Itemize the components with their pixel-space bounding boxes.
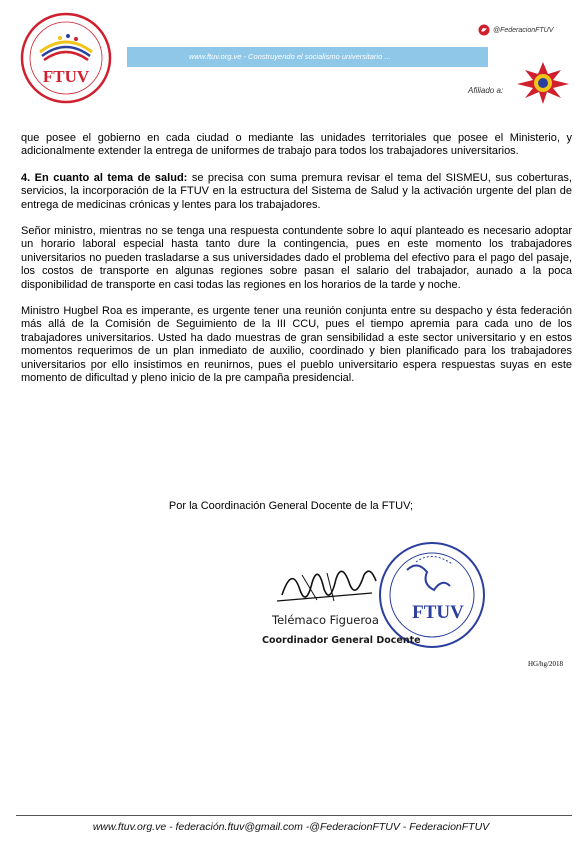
header-banner — [127, 47, 488, 67]
twitter-handle-text: @FederacionFTUV — [493, 26, 554, 34]
ftuv-logo — [20, 12, 112, 104]
signer-role: Coordinador General Docente — [262, 635, 421, 646]
stamp-text: FTUV — [412, 602, 464, 623]
paragraph-2 — [21, 172, 572, 212]
paragraph-4: Ministro Hugbel Roa es imperante, es urgente tener una reunión conjunta entre su despacho y ésta federación más allá de la Comisión de Seguimiento de la III CCU, pues el tiempo apremia para cada uno de los trabajadores universitarios. Usted ha dado muestras de gran sensibilidad a este sector universitario y en estos momentos requerimos de un plan inmediato de auxilio, coordinado y bien planificado para los trabajadores universitarios por ello insistimos en reunirnos, pues el pueblo universitario espera respuestas suyas en este momento de dificultad y pleno inicio de la pre campaña presidencial. — [21, 305, 572, 385]
closing-line: Por la Coordinación General Docente de la FTUV; — [168, 500, 414, 512]
footer-contact: www.ftuv.org.ve - federación.ftuv@gmail.com -@FederacionFTUV - FederacionFTUV — [92, 821, 490, 833]
reference-code: HG/hg/2018 — [528, 660, 563, 668]
twitter-handle[interactable] — [478, 24, 553, 36]
paragraph-3: Señor ministro, mientras no se tenga una respuesta contundente sobre lo aquí planteado es necesario adoptar un horario laboral especial hasta tanto dure la contingencia, pues en este momento los trabajadores universitarios no pueden trasladarse a sus universidades dado el problema del efectivo para el pago del pasaje, los costos de transporte en algunas regiones sobre pasan el salario del trabajador, aunado a la poca disponibilidad de transporte en casi todas las regiones en los horarios de la tarde y noche. — [21, 225, 572, 291]
ftuv-stamp — [372, 540, 492, 650]
paragraph-1: que posee el gobierno en cada ciudad o mediante las unidades territoriales que posee el Ministerio, y adicionalmente extender la entrega de uniformes de trabajo para todos los trabajadores universitarios. — [21, 132, 572, 158]
banner-text: www.ftuv.org.ve - Construyendo el socialismo universitario ... — [189, 52, 391, 61]
letter-body — [21, 132, 572, 399]
twitter-icon — [478, 24, 490, 36]
footer-divider — [16, 815, 572, 816]
paragraph-2-text: se precisa con suma premura revisar el tema del SISMEU, sus coberturas, servicios, la incorporación de la FTUV en la estructura del Sistema de Salud y la activación urgente del plan de entrega de medicinas crónicas y lentes para los trabajadores. — [21, 171, 572, 211]
affiliate-logo — [515, 60, 571, 104]
ftuv-logo-text: FTUV — [42, 67, 90, 86]
paragraph-2-heading: 4. En cuanto al tema de salud: — [21, 171, 188, 184]
signer-name: Telémaco Figueroa — [272, 613, 379, 627]
affiliate-label: Afiliado a: — [468, 86, 504, 95]
handwritten-signature — [272, 555, 382, 615]
